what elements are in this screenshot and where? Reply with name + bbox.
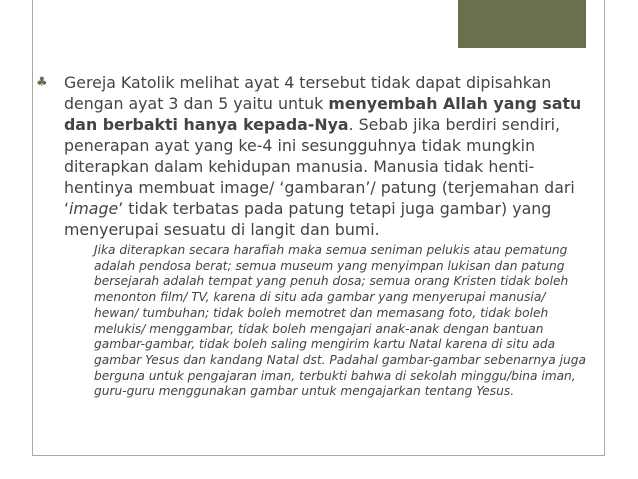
main-text-italic: image xyxy=(69,199,119,218)
main-text-part1: Gereja Katolik melihat ayat 4 tersebut tidak dapat dipisahkan dengan ayat 3 dan 5 yaitu untuk xyxy=(64,73,552,113)
main-text-bold: menyembah Allah yang satu dan berbakti hanya kepada-Nya xyxy=(64,94,582,134)
accent-block xyxy=(458,0,586,48)
bullet-icon: ♣ xyxy=(36,75,48,90)
main-text-part2: . Sebab jika berdiri sendiri, penerapan ayat yang ke-4 ini sesungguhnya tidak mungkin diterapkan dalam kehidupan manusia. Manusia tidak henti-hentinya membuat image/ ‘gambaran’/ patung (terjemahan dari ‘ xyxy=(64,115,575,218)
sub-paragraph: Jika diterapkan secara harafiah maka semua seniman pelukis atau pematung adalah pendosa berat; semua museum yang menyimpan lukisan dan patung bersejarah adalah tempat yang penuh dosa; semua orang Kristen tidak boleh menonton film/ TV, karena di situ ada gambar yang menyerupai manusia/ hewan/ tumbuhan; tidak boleh memotret dan memasang foto, tidak boleh melukis/ menggambar, tidak boleh mengajari anak-anak dengan bantuan gambar-gambar, tidak boleh saling mengirim kartu Natal karena di situ ada gambar Yesus dan kandang Natal dst. Padahal gambar-gambar sebenarnya juga berguna untuk pengajaran iman, terbukti bahwa di sekolah minggu/bina iman, guru-guru menggunakan gambar untuk mengajarkan tentang Yesus. xyxy=(94,243,586,399)
main-text-part3: ’ tidak terbatas pada patung tetapi juga gambar) yang menyerupai sesuatu di langit dan bumi. xyxy=(64,199,552,239)
main-bullet xyxy=(36,72,592,240)
slide-content xyxy=(36,72,592,400)
main-paragraph xyxy=(64,72,592,240)
